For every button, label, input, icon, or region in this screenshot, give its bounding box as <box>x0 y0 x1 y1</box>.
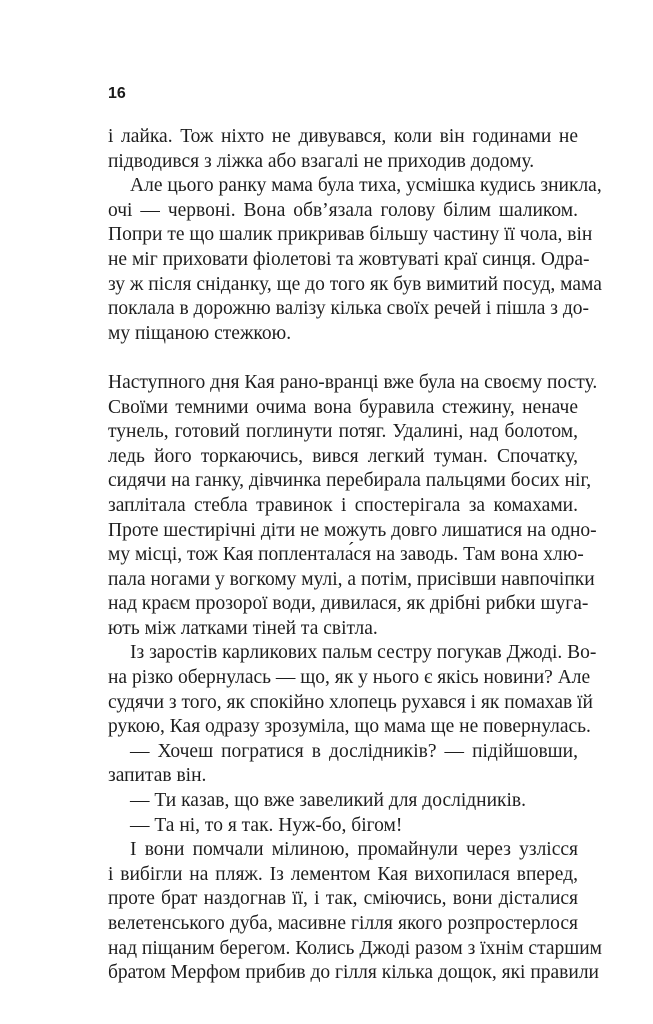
text-line: підводився з ліжка або взагалі не приходив додому. <box>108 150 535 172</box>
text-line: му місці, тож Кая поплентала́ся на заводь. Там вона хлю- <box>108 544 584 566</box>
text-line: сидячи на ганку, дівчинка перебирала пальцями босих ніг, <box>108 470 592 492</box>
text-line: братом Мерфом прибив до гілля кілька дощок, які правили <box>108 962 599 984</box>
text-line: над краєм прозорої води, дивилася, як дрібні рибки шуга- <box>108 593 589 615</box>
text-line: на різко обернулась — що, як у нього є якісь новини? Але <box>108 667 591 689</box>
text-line: зу ж після сніданку, ще до того як був вимитий посуд, мама <box>108 273 602 295</box>
text-line: пала ногами у вогкому мулі, а потім, присівши навпочіпки <box>108 568 595 590</box>
text-line: Із заростів карликових пальм сестру погукав Джоді. Во- <box>130 642 597 664</box>
text-line: Проте шестирічні діти не можуть довго лишатися на одно- <box>108 519 597 541</box>
text-line: не міг приховати фіолетові та жовтуваті краї синця. Одра- <box>108 248 590 270</box>
text-line: рукою, Кая одразу зрозуміла, що мама ще не повернулась. <box>108 716 591 738</box>
text-line: Своїми темними очима вона буравила стежину, неначе <box>108 396 578 418</box>
text-line: І вони помчали мілиною, промайнули через узлісся <box>130 839 578 861</box>
text-line: очі — червоні. Вона обв’язала голову білим шаликом. <box>108 199 578 221</box>
page-number: 16 <box>108 85 126 102</box>
text-line: ледь його торкаючись, вився легкий туман. Спочатку, <box>108 445 578 467</box>
text-line: Але цього ранку мама була тиха, усмішка кудись зникла, <box>130 175 602 197</box>
text-line: заплітала стебла травинок і спостерігала за комахами. <box>108 494 578 516</box>
text-line: поклала в дорожню валізу кілька своїх речей і пішла з до- <box>108 298 590 320</box>
text-line: — Та ні, то я так. Нуж-бо, бігом! <box>130 814 403 836</box>
text-line: судячи з того, як спокійно хлопець рухався і як помахав їй <box>108 691 593 713</box>
text-line: Попри те що шалик прикривав більшу частину її чола, він <box>108 224 593 246</box>
text-line: му піщаною стежкою. <box>108 322 292 344</box>
text-line: — Ти казав, що вже завеликий для дослідників. <box>130 790 527 812</box>
body-text <box>108 125 603 986</box>
section-break <box>108 346 578 371</box>
text-line: тунель, готовий поглинути потяг. Удалині, над болотом, <box>108 421 578 443</box>
text-line: Наступного дня Кая рано-вранці вже була на своєму посту. <box>108 371 598 393</box>
text-line: над піщаним берегом. Колись Джоді разом з їхнім старшим <box>108 937 603 959</box>
text-line: — Хочеш погратися в дослідників? — підійшовши, <box>130 740 578 762</box>
text-line: і лайка. Тож ніхто не дивувався, коли він годинами не <box>108 126 578 147</box>
text-line: запитав він. <box>108 765 207 787</box>
text-line: і вибігли на пляж. Із лементом Кая вихопилася вперед, <box>108 863 578 885</box>
text-line: велетенського дуба, масивне гілля якого розпростерлося <box>108 913 578 934</box>
text-line: проте брат наздогнав її, і так, сміючись, вони дісталися <box>108 888 578 910</box>
text-line: ють між латками тіней та світла. <box>108 617 378 639</box>
